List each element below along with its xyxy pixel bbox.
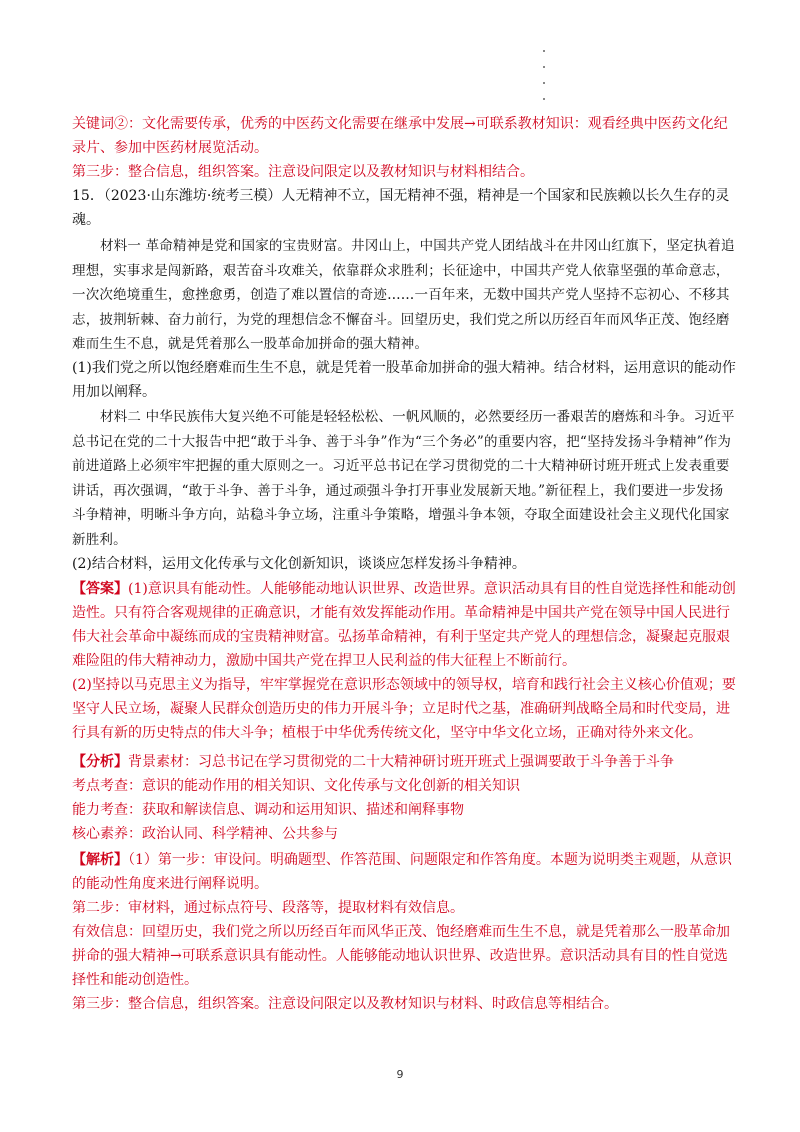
material-two xyxy=(72,405,737,553)
analysis-tag: 【分析】 xyxy=(72,754,128,770)
q1-text: (1)我们党之所以饱经磨难而生生不息，就是凭着一股革命加拼命的强大精神。结合材料，运用意识的能动作用加以阐释。 xyxy=(72,360,736,400)
explain-step3-text: 第三步：整合信息，组织答案。注意设问限定以及教材知识与材料、时政信息等相结合。 xyxy=(72,996,618,1012)
top-step3-text: 第三步：整合信息，组织答案。注意设问限定以及教材知识与材料相结合。 xyxy=(72,164,534,180)
question-stem xyxy=(72,184,737,232)
material-one xyxy=(72,234,737,357)
analysis-background-text: 背景素材：习总书记在学习贯彻党的二十大精神研讨班开班式上强调要敢于斗争善于斗争 xyxy=(128,754,674,770)
explain-valid-text: 有效信息：回望历史，我们党之所以历经百年而风华正茂、饱经磨难而生生不息，就是凭着那么一股革命加拼命的强大精神→可联系意识具有能动性。人能够能动地认识世界、改造世界。意识活动具有目的性自觉选择性和能动创造性。 xyxy=(72,924,730,988)
analysis-suyang-text: 核心素养：政治认同、科学精神、公共参与 xyxy=(72,826,338,842)
analysis-kaodian-text: 考点考查：意识的能动作用的相关知识、文化传承与文化创新的相关知识 xyxy=(72,778,520,794)
decorative-dots xyxy=(543,50,547,114)
question-one xyxy=(72,356,737,404)
q2-text: (2)结合材料，运用文化传承与文化创新知识，谈谈应怎样发扬斗争精神。 xyxy=(72,556,526,572)
explain-tag: 【解析】 xyxy=(72,852,128,868)
analysis-nengli-text: 能力考查：获取和解读信息、调动和运用知识、描述和阐释事物 xyxy=(72,802,464,818)
question-two xyxy=(72,552,737,576)
question-stem-text: 15．（2023·山东潍坊·统考三模）人无精神不立，国无精神不强，精神是一个国家和民族赖以长久生存的灵魂。 xyxy=(72,188,730,228)
top-section xyxy=(72,112,737,184)
material2-text: 材料二 中华民族伟大复兴绝不可能是轻轻松松、一帆风顺的，必然要经历一番艰苦的磨炼和斗争。习近平总书记在党的二十大报告中把“敢于斗争、善于斗争”作为“三个务必”的重要内容，把“坚持发扬斗争精神”作为前进道路上必须牢牢把握的重大原则之一。习近平总书记在学习贯彻党的二十大精神研讨班开班式上发表重要讲话，再次强调，“敢于斗争、善于斗争，通过顽强斗争打开事业发展新天地。”新征程上，我们要进一步发扬斗争精神，明晰斗争方向，站稳斗争立场，注重斗争策略，增强斗争本领，夺取全面建设社会主义现代化国家新胜利。 xyxy=(72,409,735,548)
answer-tag: 【答案】 xyxy=(72,581,128,597)
answer-section xyxy=(72,577,737,745)
explain-section xyxy=(72,848,737,1016)
keyword2-text: 关键词②：文化需要传承，优秀的中医药文化需要在继承中发展→可联系教材知识：观看经典中医药文化纪录片、参加中医药材展览活动。 xyxy=(72,116,728,156)
explain-step2-text: 第二步：审材料，通过标点符号、段落等，提取材料有效信息。 xyxy=(72,900,464,916)
answer2-text: (2)坚持以马克思主义为指导，牢牢掌握党在意识形态领域中的领导权，培育和践行社会主义核心价值观；要坚守人民立场，凝聚人民群众创造历史的伟力开展斗争；立足时代之基，准确研判战略全局和时代变局，进行具有新的历史特点的伟大斗争；植根于中华优秀传统文化，坚守中华文化立场，正确对待外来文化。 xyxy=(72,677,736,741)
material1-text: 材料一 革命精神是党和国家的宝贵财富。井冈山上，中国共产党人团结战斗在井冈山红旗下，坚定执着追理想，实事求是闯新路，艰苦奋斗攻难关，依靠群众求胜利；长征途中，中国共产党人依靠坚强的革命意志，一次次绝境重生，愈挫愈勇，创造了难以置信的奇迹……一百年来，无数中国共产党人坚持不忘初心、不移其志，披荆斩棘、奋力前行，为党的理想信念不懈奋斗。回望历史，我们党之所以历经百年而风华正茂、饱经磨难而生生不息，就是凭着那么一股革命加拼命的强大精神。 xyxy=(72,238,735,353)
explain-step1-text: （1）第一步：审设问。明确题型、作答范围、问题限定和作答角度。本题为说明类主观题，从意识的能动性角度来进行阐释说明。 xyxy=(72,852,732,892)
answer1-text: (1)意识具有能动性。人能够能动地认识世界、改造世界。意识活动具有目的性自觉选择性和能动创造性。只有符合客观规律的正确意识，才能有效发挥能动作用。革命精神是中国共产党在领导中国人民进行伟大社会革命中凝练而成的宝贵精神财富。弘扬革命精神，有利于坚定共产党人的理想信念，凝聚起克服艰难险阻的伟大精神动力，激励中国共产党在捍卫人民利益的伟大征程上不断前行。 xyxy=(72,581,736,669)
analysis-section xyxy=(72,750,737,846)
page-number: 9 xyxy=(396,1068,404,1081)
